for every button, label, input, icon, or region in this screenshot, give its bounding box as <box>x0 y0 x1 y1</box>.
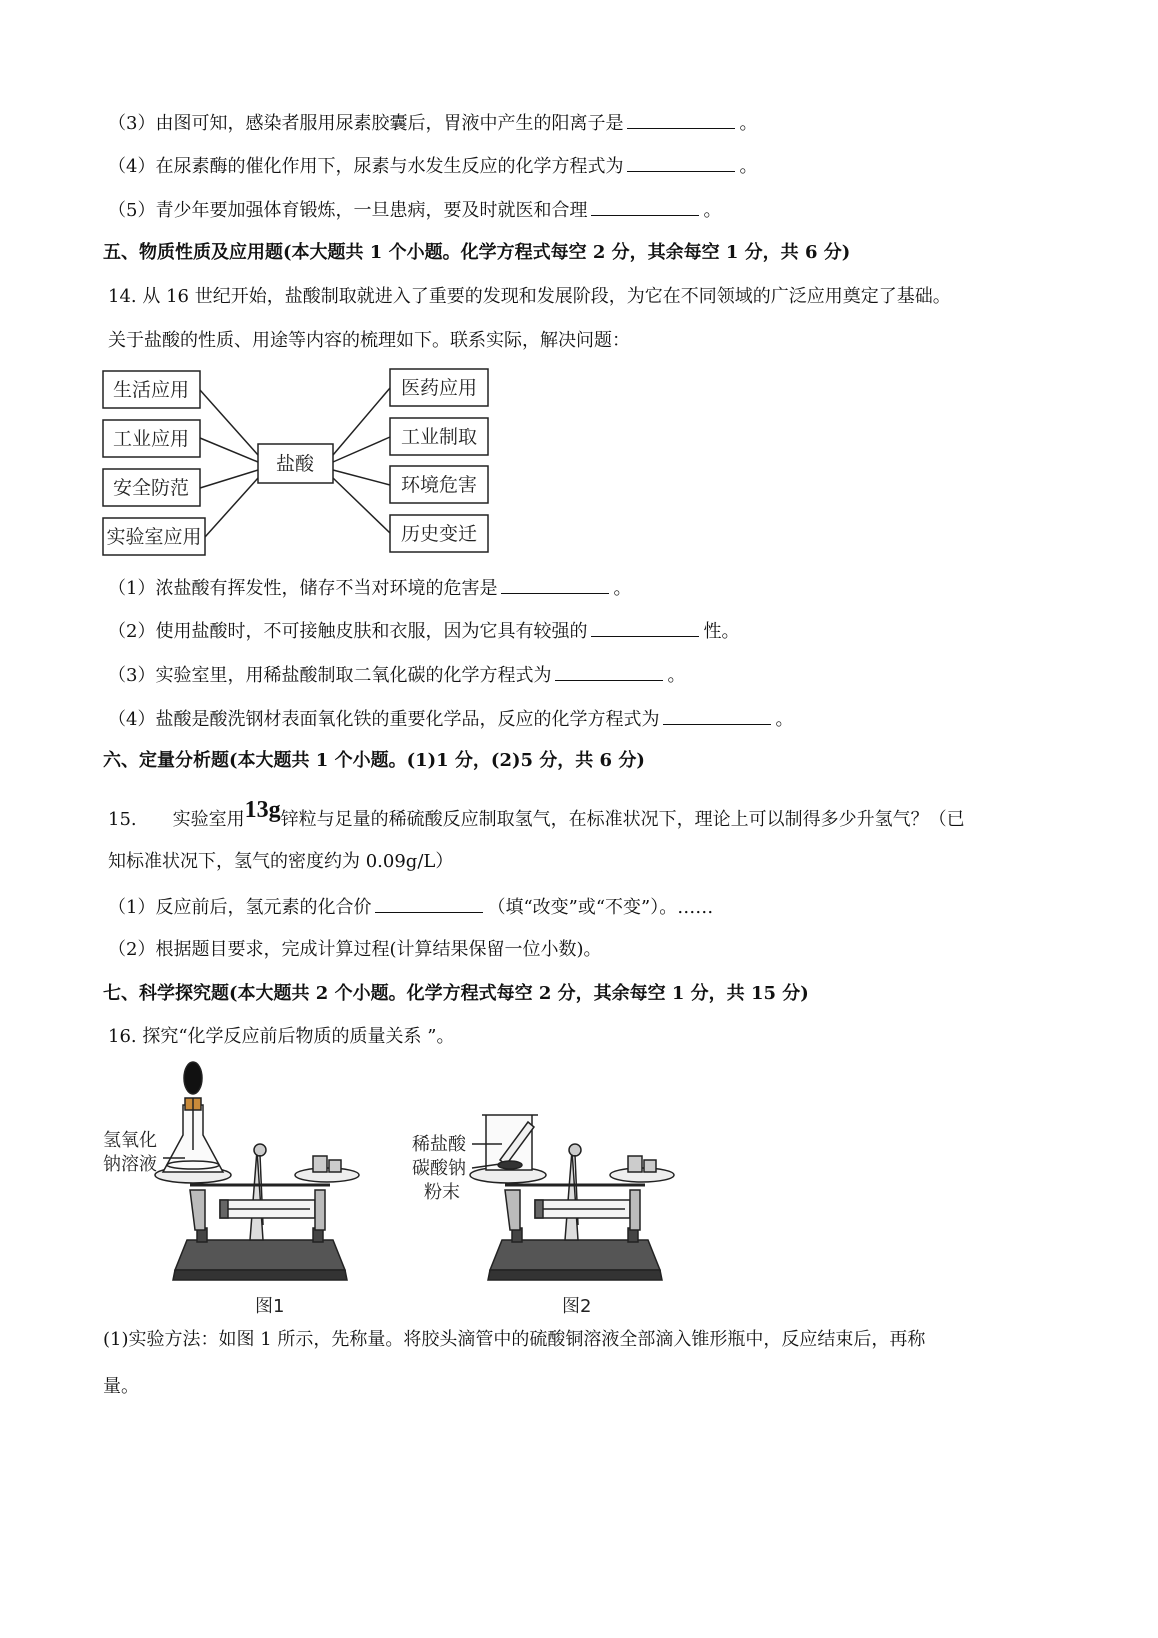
figure-1-balance-with-flask <box>95 1060 375 1320</box>
mindmap-left-3: 安全防范 <box>112 477 190 499</box>
answer-blank[interactable] <box>591 618 699 637</box>
q15-stem-line1: 15. 实验室用13g锌粒与足量的稀硫酸反应制取氢气，在标准状况下，理论上可以制得多少升氢气？（已 <box>108 797 965 830</box>
answer-blank[interactable] <box>555 662 663 681</box>
mindmap-right-3: 环境危害 <box>400 474 478 496</box>
fig1-label-line2: 钠溶液 <box>103 1154 157 1175</box>
section-6-title: 六、定量分析题(本大题共 1 个小题。(1)1 分，(2)5 分，共 6 分) <box>103 750 645 771</box>
q14-part1: （1）浓盐酸有挥发性，储存不当对环境的危害是 。 <box>108 575 631 601</box>
q13-part4: （4）在尿素酶的催化作用下，尿素与水发生反应的化学方程式为 。 <box>108 153 757 179</box>
q14-part3: （3）实验室里，用稀盐酸制取二氧化碳的化学方程式为 。 <box>108 662 685 688</box>
fig2-label-carbonate: 碳酸钠 <box>412 1158 466 1179</box>
q13-part5-text: （5）青少年要加强体育锻炼，一旦患病，要及时就医和合理 <box>108 200 588 221</box>
q16-intro: 16. 探究“化学反应前后物质的质量关系 ”。 <box>108 1026 455 1047</box>
fig2-caption: 图2 <box>562 1296 592 1317</box>
section-5-title: 五、物质性质及应用题(本大题共 1 个小题。化学方程式每空 2 分，其余每空 1 分，共 6 分) <box>103 242 851 263</box>
q15-part2: （2）根据题目要求，完成计算过程(计算结果保留一位小数)。 <box>108 939 602 960</box>
q13-part4-text: （4）在尿素酶的催化作用下，尿素与水发生反应的化学方程式为 <box>108 156 624 177</box>
fig1-caption: 图1 <box>255 1296 285 1317</box>
figure-2-balance-with-beaker <box>410 1060 680 1320</box>
q14-part2: （2）使用盐酸时，不可接触皮肤和衣服，因为它具有较强的 性。 <box>108 618 739 644</box>
q15-mass: 13g <box>244 797 281 823</box>
q14-intro-line1: 14. 从 16 世纪开始，盐酸制取就进入了重要的发现和发展阶段，为它在不同领域的广泛应用奠定了基础。 <box>108 286 951 307</box>
q16-part1-line2: 量。 <box>103 1376 139 1397</box>
mindmap-center: 盐酸 <box>275 453 315 475</box>
answer-blank[interactable] <box>375 894 483 913</box>
q14-intro-line2: 关于盐酸的性质、用途等内容的梳理如下。联系实际，解决问题： <box>108 330 630 351</box>
q13-part3: （3）由图可知，感染者服用尿素胶囊后，胃液中产生的阳离子是 。 <box>108 110 757 136</box>
q14-part4: （4）盐酸是酸洗钢材表面氧化铁的重要化学品，反应的化学方程式为 。 <box>108 706 793 732</box>
fig1-label-line1: 氢氧化 <box>103 1130 157 1151</box>
q13-part5: （5）青少年要加强体育锻炼，一旦患病，要及时就医和合理 。 <box>108 197 721 223</box>
mindmap-left-4: 实验室应用 <box>106 526 202 548</box>
mindmap-right-2: 工业制取 <box>400 426 478 448</box>
answer-blank[interactable] <box>663 706 771 725</box>
mindmap-left-2: 工业应用 <box>112 428 190 450</box>
mindmap-left-1: 生活应用 <box>112 379 190 401</box>
mindmap-right-4: 历史变迁 <box>400 523 478 545</box>
q13-part3-text: （3）由图可知，感染者服用尿素胶囊后，胃液中产生的阳离子是 <box>108 113 624 134</box>
fig2-label-powder: 粉末 <box>424 1182 460 1203</box>
fig2-label-acid: 稀盐酸 <box>412 1134 466 1155</box>
section-7-title: 七、科学探究题(本大题共 2 个小题。化学方程式每空 2 分，其余每空 1 分，共 15 分) <box>103 983 809 1004</box>
answer-blank[interactable] <box>501 575 609 594</box>
q16-part1-line1: (1)实验方法：如图 1 所示，先称量。将胶头滴管中的硫酸铜溶液全部滴入锥形瓶中，反应结束后，再称 <box>103 1329 926 1350</box>
q15-stem-line2: 知标准状况下，氢气的密度约为 0.09g/L） <box>108 851 454 872</box>
q15-part1: （1）反应前后，氢元素的化合价 （填“改变”或“不变”）。…… <box>108 894 713 920</box>
mindmap-right-1: 医药应用 <box>400 377 478 399</box>
